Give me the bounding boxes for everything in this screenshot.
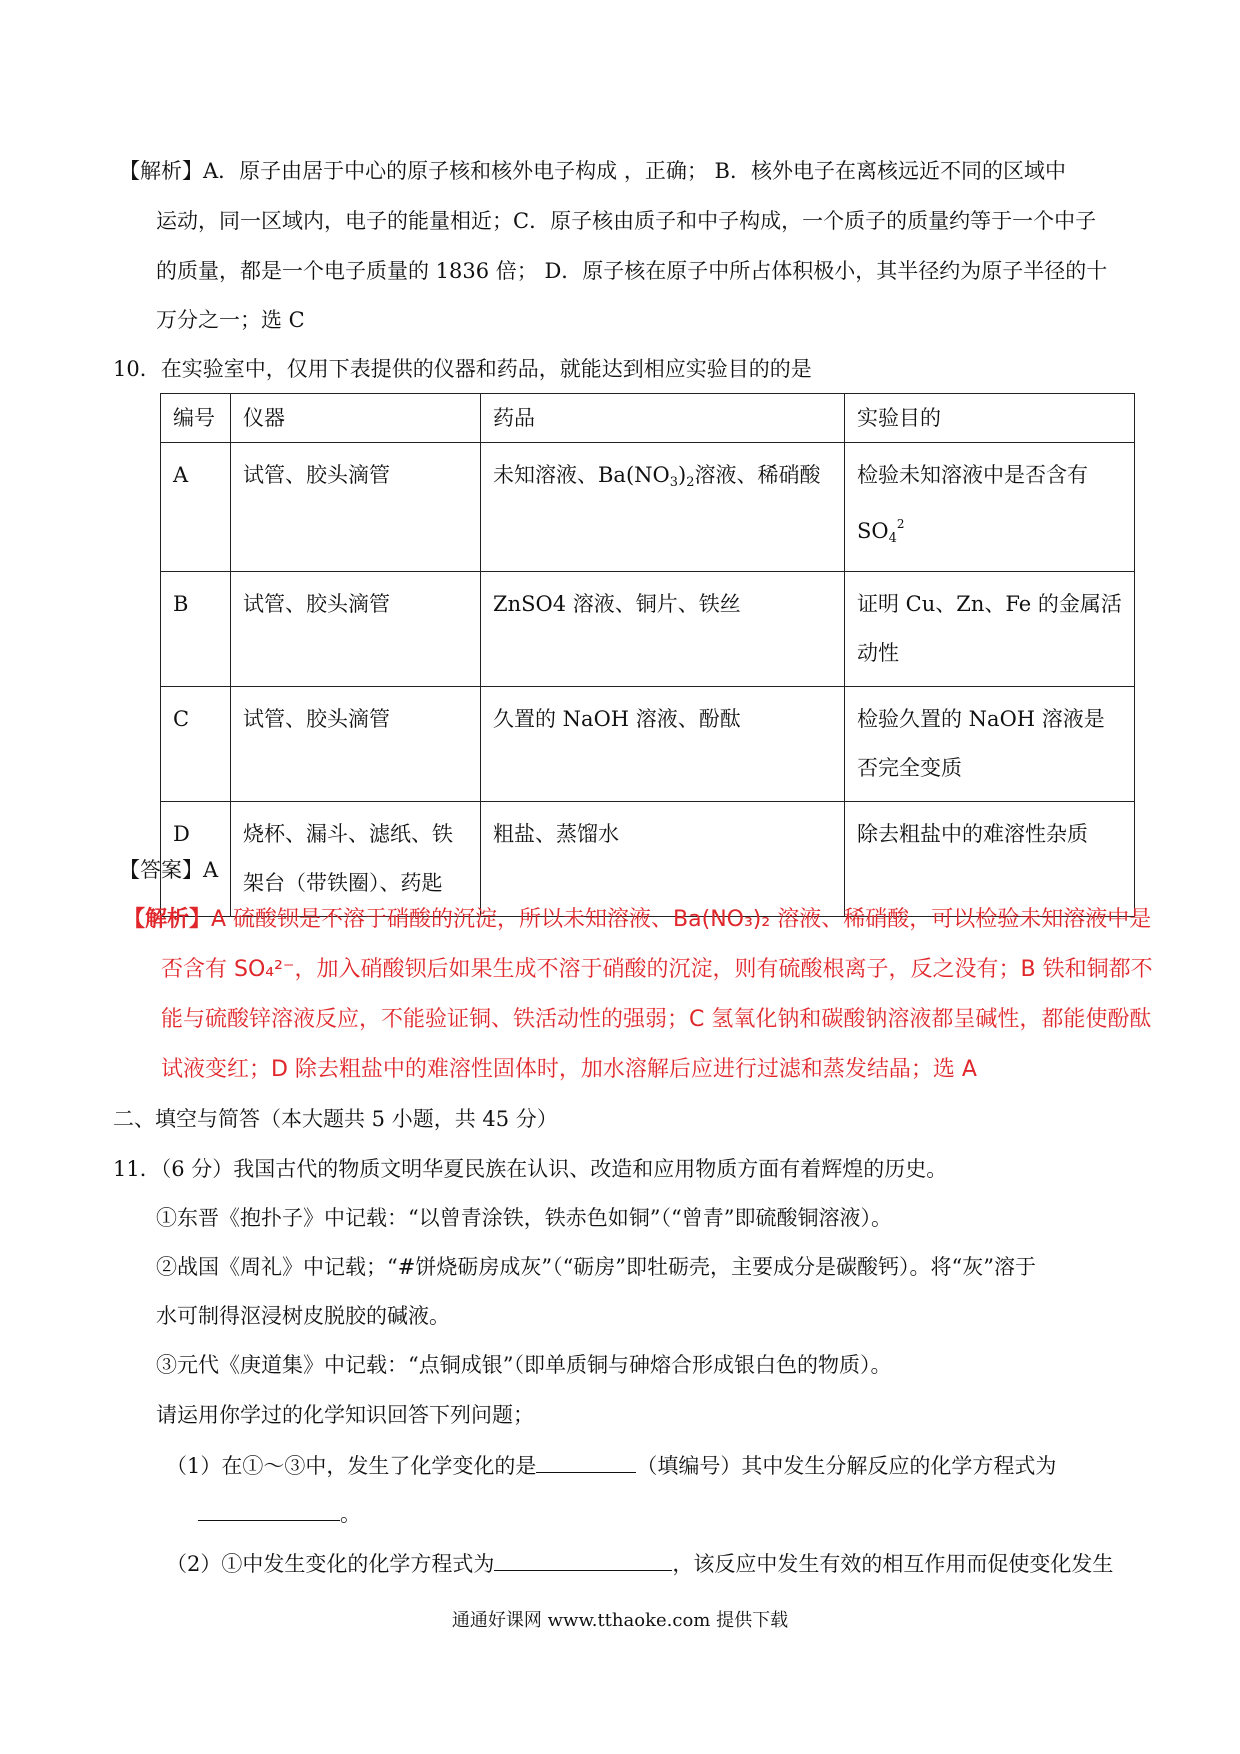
answer-blank[interactable] xyxy=(494,1548,672,1571)
table-row xyxy=(161,802,1135,917)
analysis-line-2: 运动，同一区域内，电子的能量相近；C．原子核由质子和中子构成，一个质子的质量约等于一个中子 xyxy=(156,209,1097,233)
q11-item-3: ③元代《庚道集》中记载：“点铜成银”（即单质铜与砷熔合形成银白色的物质）。 xyxy=(156,1353,892,1377)
red-analysis-line-3: 能与硫酸锌溶液反应，不能验证铜、铁活动性的强弱；C 氢氧化钠和碳酸钠溶液都呈碱性，都能使酚酞 xyxy=(161,1007,1152,1032)
analysis-line-1: 【解析】A．原子由居于中心的原子核和核外电子构成 ，正确； B．核外电子在离核远近不同的区域中 xyxy=(119,159,1066,183)
q11-sub-1-text: （填编号）其中发生分解反应的化学方程式为 xyxy=(636,1454,1057,1478)
header-reagents: 药品 xyxy=(481,394,845,443)
question-10-stem: 10．在实验室中，仅用下表提供的仪器和药品，就能达到相应实验目的的是 xyxy=(113,357,812,381)
row-instruments: 烧杯、漏斗、滤纸、铁架台（带铁圈）、药匙 xyxy=(231,802,481,917)
answer-label: 【答案】A xyxy=(119,858,219,882)
table-row xyxy=(161,572,1135,687)
header-id: 编号 xyxy=(161,394,231,443)
q11-sub-1-text: （1）在①～③中，发生了化学变化的是 xyxy=(166,1454,537,1478)
q11-item-1: ①东晋《抱扑子》中记载：“以曾青涂铁，铁赤色如铜”（“曾青”即硫酸铜溶液）。 xyxy=(156,1206,892,1230)
table-row xyxy=(161,443,1135,572)
reagent-text: ) xyxy=(678,463,687,487)
q11-prompt: 请运用你学过的化学知识回答下列问题； xyxy=(156,1403,534,1427)
experiment-table xyxy=(160,393,1135,917)
subscript: 2 xyxy=(686,475,695,490)
row-id: C xyxy=(161,687,231,802)
red-analysis-line-1 xyxy=(123,905,1151,935)
row-reagents: ZnSO4 溶液、铜片、铁丝 xyxy=(481,572,845,687)
red-analysis-line-2: 否含有 SO₄²⁻，加入硝酸钡后如果生成不溶于硝酸的沉淀，则有硫酸根离子，反之没有；B 铁和铜都不 xyxy=(161,957,1153,982)
q11-sub-1 xyxy=(166,1450,1056,1481)
row-goal: 证明 Cu、Zn、Fe 的金属活动性 xyxy=(845,572,1135,687)
q11-sub-1-end: 。 xyxy=(340,1502,361,1526)
answer-blank[interactable] xyxy=(198,1498,340,1521)
table-header-row xyxy=(161,394,1135,443)
subscript: 3 xyxy=(669,475,679,490)
red-analysis-line-4: 试液变红；D 除去粗盐中的难溶性固体时，加水溶解后应进行过滤和蒸发结晶；选 A xyxy=(161,1057,977,1082)
q11-item-2b: 水可制得沤浸树皮脱胶的碱液。 xyxy=(156,1304,450,1328)
section-2-heading: 二、填空与简答（本大题共 5 小题，共 45 分） xyxy=(113,1107,558,1131)
row-id: A xyxy=(161,443,231,572)
reagent-text: 溶液、稀硝酸 xyxy=(694,463,821,487)
reagent-text: 未知溶液、Ba(NO xyxy=(493,463,670,487)
header-instruments: 仪器 xyxy=(231,394,481,443)
red-analysis-label: 【解析】 xyxy=(123,907,212,932)
q11-sub-2-text: ，该反应中发生有效的相互作用而促使变化发生 xyxy=(672,1552,1114,1576)
row-instruments: 试管、胶头滴管 xyxy=(231,687,481,802)
q11-sub-1-cont xyxy=(198,1498,361,1529)
q11-item-2a: ②战国《周礼》中记载；“#饼烧砺房成灰”（“砺房”即牡砺壳，主要成分是碳酸钙）。将“灰”溶于 xyxy=(156,1255,1037,1279)
sulfate-ion: SO xyxy=(857,519,889,543)
analysis-line-4: 万分之一；选 C xyxy=(156,308,305,332)
red-analysis-text: A 硫酸钡是不溶于硝酸的沉淀，所以未知溶液、Ba(NO₃)₂ 溶液、稀硝酸，可以检验未知溶液中是 xyxy=(211,907,1152,932)
row-instruments: 试管、胶头滴管 xyxy=(231,572,481,687)
page-footer: 通通好课网 www.tthaoke.com 提供下载 xyxy=(451,1610,789,1631)
row-goal: 除去粗盐中的难溶性杂质 xyxy=(845,802,1135,917)
answer-blank[interactable] xyxy=(536,1450,636,1473)
row-instruments: 试管、胶头滴管 xyxy=(231,443,481,572)
subscript: 4 xyxy=(888,531,897,546)
row-goal: 检验久置的 NaOH 溶液是否完全变质 xyxy=(845,687,1135,802)
row-reagents: 粗盐、蒸馏水 xyxy=(481,802,845,917)
question-11-stem: 11．（6 分）我国古代的物质文明华夏民族在认识、改造和应用物质方面有着辉煌的历史。 xyxy=(113,1157,948,1181)
row-id: B xyxy=(161,572,231,687)
superscript: 2 xyxy=(896,517,905,531)
q11-sub-2 xyxy=(166,1548,1113,1579)
row-reagents xyxy=(481,443,845,572)
table-row xyxy=(161,687,1135,802)
row-reagents: 久置的 NaOH 溶液、酚酞 xyxy=(481,687,845,802)
row-goal xyxy=(845,443,1135,572)
row-id: D xyxy=(161,802,231,917)
header-goal: 实验目的 xyxy=(845,394,1135,443)
q11-sub-2-text: （2）①中发生变化的化学方程式为 xyxy=(166,1552,495,1576)
goal-text: 检验未知溶液中是否含有 xyxy=(857,463,1088,487)
analysis-line-3: 的质量，都是一个电子质量的 1836 倍； D．原子核在原子中所占体积极小，其半径约为原子半径的十 xyxy=(156,259,1108,283)
